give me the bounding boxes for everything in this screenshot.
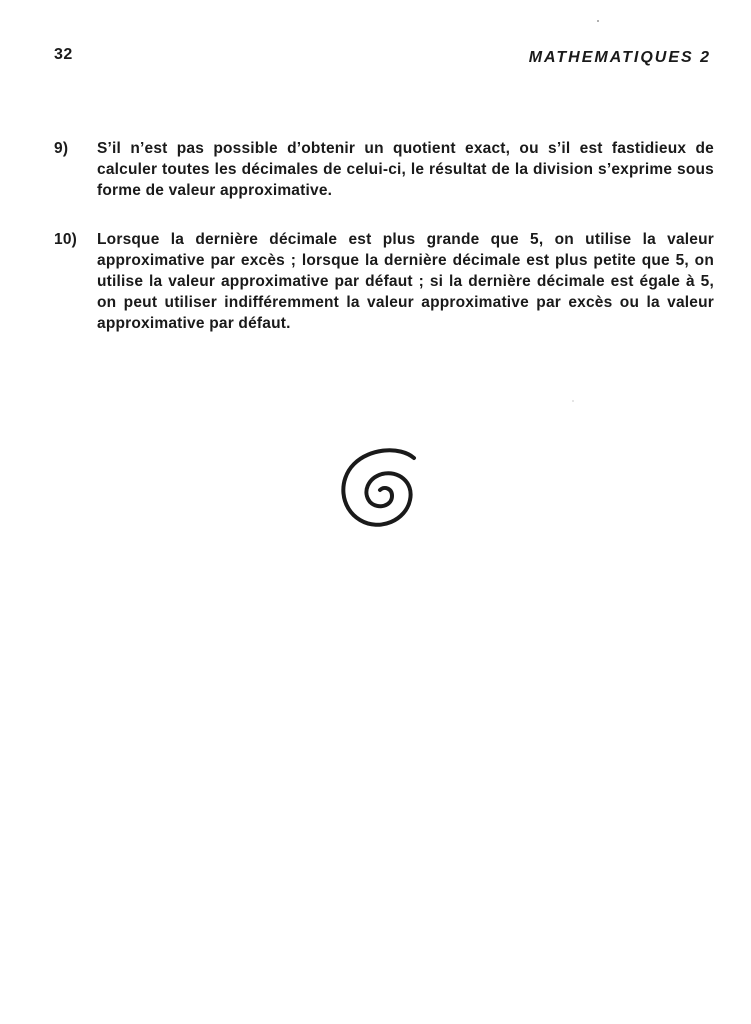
paper-speck xyxy=(597,20,599,22)
list-item-9 xyxy=(54,138,714,201)
item-text: Lorsque la dernière décimale est plus grande que 5, on utilise la valeur approximative par excès ; lorsque la dernière décimale est plus petite que 5, on utilise la valeur approximative par défaut ; si la dernière décimale est égale à 5, on peut utiliser indifféremment la valeur approximative par excès ou la valeur approximative par défaut. xyxy=(97,231,714,332)
item-number: 9) xyxy=(54,140,69,157)
item-text: S’il n’est pas possible d’obtenir un quotient exact, ou s’il est fastidieux de calculer toutes les décimales de celui-ci, le résultat de la division s’exprime sous forme de valeur approximative. xyxy=(97,140,714,199)
item-number: 10) xyxy=(54,231,78,248)
spiral-ornament-icon xyxy=(330,440,426,532)
paper-speck xyxy=(572,400,574,402)
list-item-10 xyxy=(54,229,714,334)
page-number: 32 xyxy=(54,46,73,63)
running-title: MATHEMATIQUES 2 xyxy=(528,49,711,66)
